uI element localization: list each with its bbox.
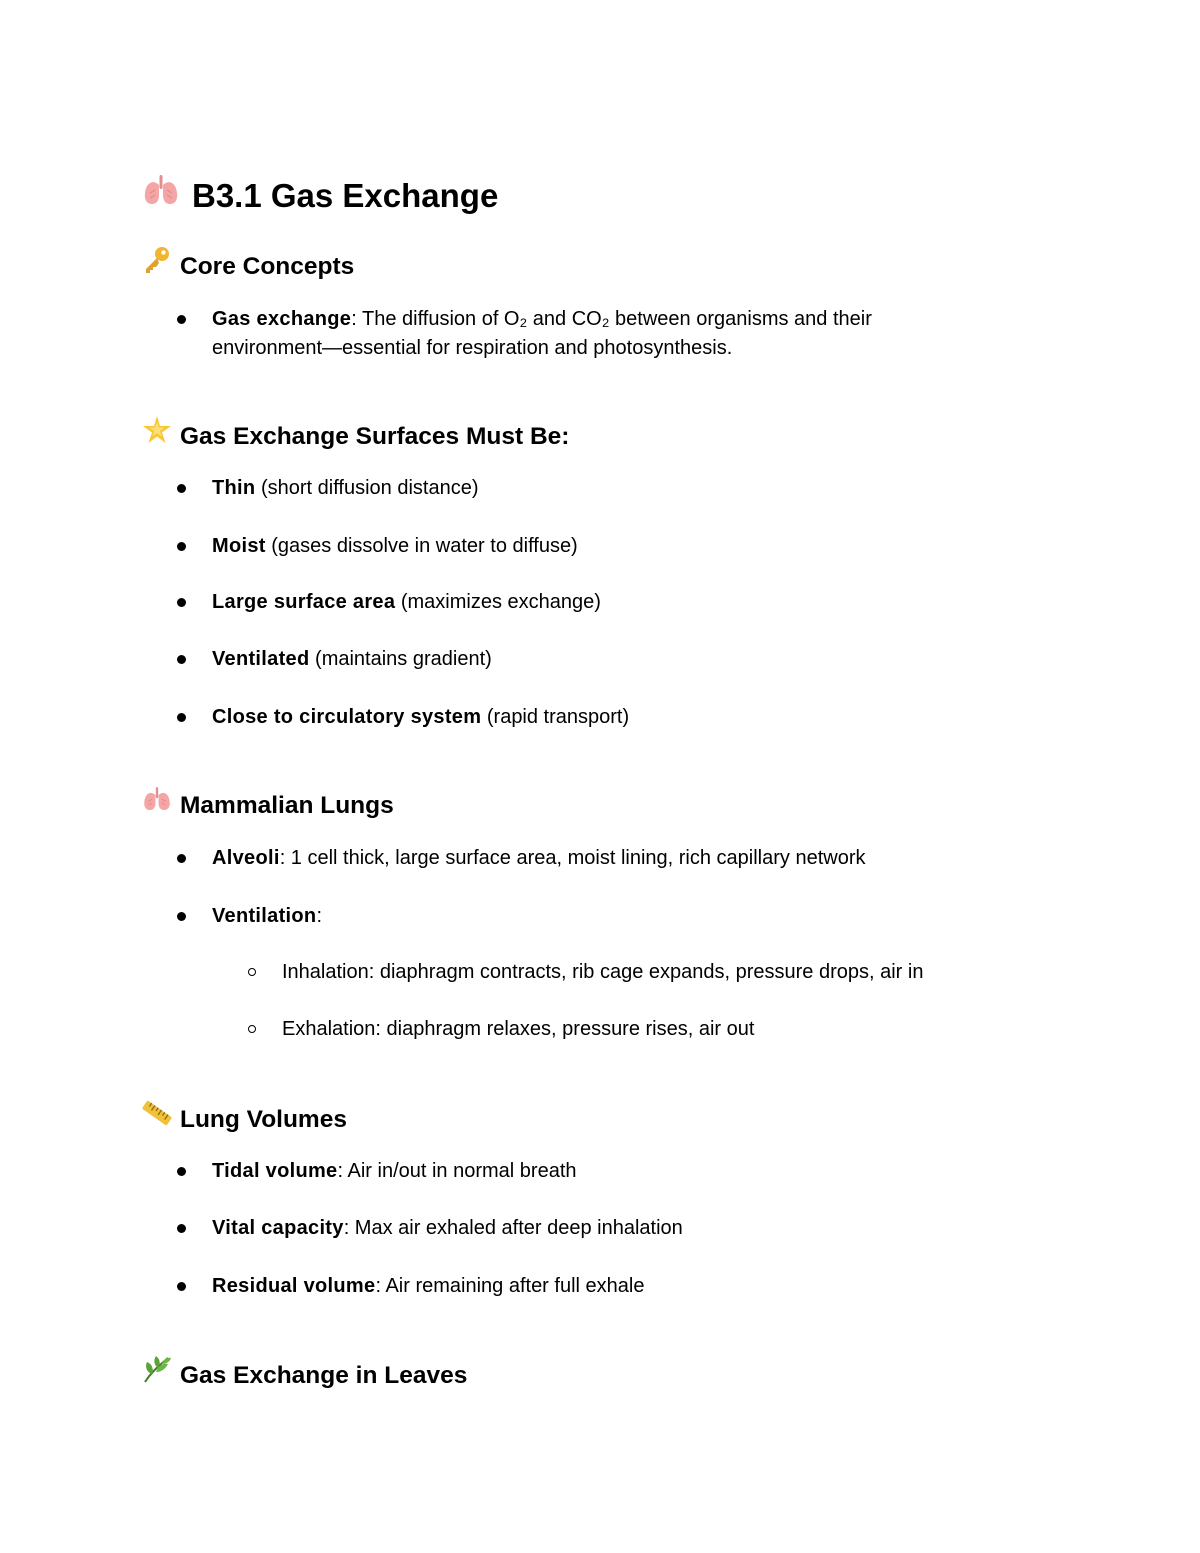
list-item: Tidal volume: Air in/out in normal breath [212,1157,952,1186]
page-title [142,174,498,221]
lungs-icon [142,173,180,218]
section-heading-core-concepts: Core Concepts [142,248,354,287]
list-item: Close to circulatory system (rapid transport) [212,703,952,732]
bullet-icon [177,484,186,493]
bullet-icon [177,912,186,921]
list-item: Ventilated (maintains gradient) [212,645,952,674]
list-item: Thin (short diffusion distance) [212,474,952,503]
sub-list-item: Exhalation: diaphragm relaxes, pressure rises, air out [282,1015,1022,1044]
sub-list-item: Inhalation: diaphragm contracts, rib cage expands, pressure drops, air in [282,958,1022,987]
bullet-icon [177,655,186,664]
list-item: Moist (gases dissolve in water to diffuse) [212,532,952,561]
list-item: Large surface area (maximizes exchange) [212,588,952,617]
lungs-icon [142,785,172,822]
list-item: Vital capacity: Max air exhaled after deep inhalation [212,1214,952,1243]
bullet-icon [177,315,186,324]
bullet-icon [177,854,186,863]
bullet-icon [177,598,186,607]
bullet-icon [177,1282,186,1291]
page-title-text: B3.1 Gas Exchange [192,177,499,214]
key-icon [142,245,172,284]
list-item: Gas exchange: The diffusion of O₂ and CO₂ between organisms and their environment—essential for respiration and photosynthesis. [212,305,952,363]
list-item: Residual volume: Air remaining after full exhale [212,1272,952,1301]
section-heading-lung-volumes: Lung Volumes [142,1101,347,1140]
section-heading-gas-exchange-surfaces: Gas Exchange Surfaces Must Be: [142,418,569,457]
bullet-icon [177,542,186,551]
bullet-icon [177,713,186,722]
bullet-icon [177,1224,186,1233]
list-item: Ventilation: [212,902,952,931]
section-heading-mammalian-lungs: Mammalian Lungs [142,788,394,825]
section-heading-gas-exchange-leaves: Gas Exchange in Leaves [142,1357,467,1396]
list-item: Alveoli: 1 cell thick, large surface area, moist lining, rich capillary network [212,844,952,873]
leaf-icon [142,1354,172,1393]
hollow-bullet-icon [248,1025,256,1033]
ruler-icon [142,1098,172,1137]
hollow-bullet-icon [248,968,256,976]
bullet-icon [177,1167,186,1176]
star-icon [142,415,172,454]
